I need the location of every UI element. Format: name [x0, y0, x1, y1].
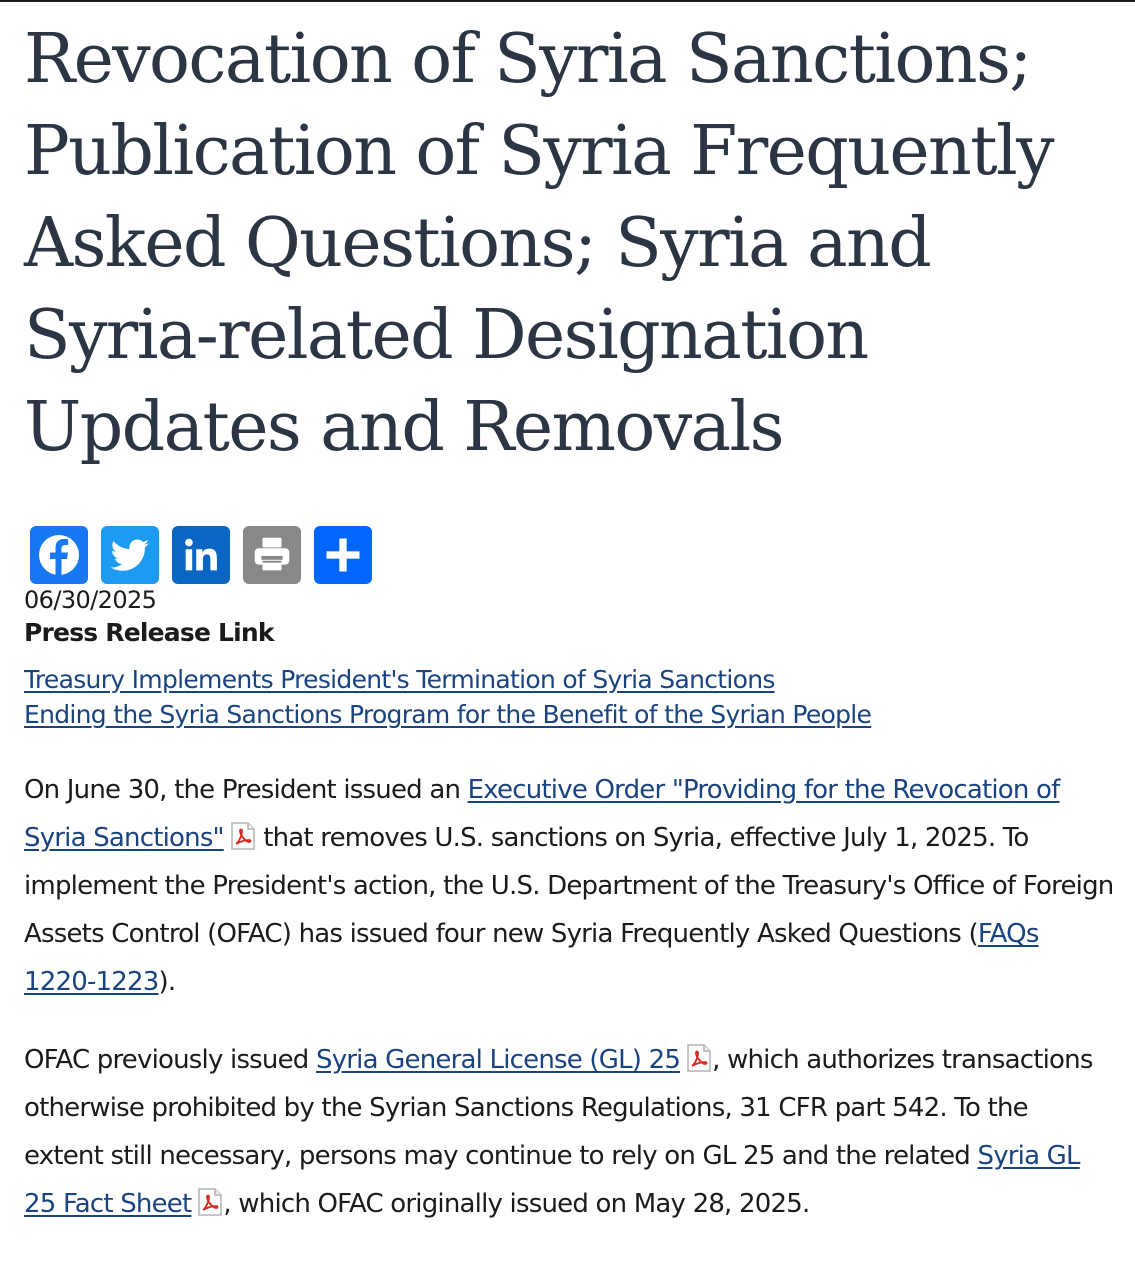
general-license-25-link[interactable]: Syria General License (GL) 25 — [315, 1045, 681, 1075]
gl25-fact-sheet-link[interactable]: Syria GL 25 Fact Sheet — [24, 1141, 1080, 1219]
more-share-button[interactable] — [314, 526, 372, 584]
paragraph-text: ). — [158, 967, 176, 997]
page-content — [24, 2, 1114, 1219]
paragraph-general-license — [24, 1036, 1114, 1228]
facebook-icon — [35, 531, 83, 579]
press-release-link-1[interactable]: Treasury Implements President's Termination of Syria Sanctions — [24, 665, 775, 694]
pdf-icon — [686, 1044, 712, 1072]
paragraph-text: that removes U.S. sanctions on Syria, effective July 1, 2025. To implement the President's action, the U.S. Department of the Treasury's Office of Foreign Assets Control (OFAC) has issued four new Syria Frequently Asked Questions ( — [24, 823, 1114, 949]
linkedin-icon — [178, 532, 224, 578]
pdf-icon — [197, 1188, 223, 1216]
press-release-link-2[interactable]: Ending the Syria Sanctions Program for the Benefit of the Syrian People — [24, 700, 872, 729]
share-icon — [321, 533, 365, 577]
paragraph-text: OFAC previously issued — [24, 1045, 316, 1075]
paragraph-text: , which OFAC originally issued on May 28, 2025. — [223, 1189, 810, 1219]
linkedin-share-button[interactable] — [172, 526, 230, 584]
page-title: Revocation of Syria Sanctions; Publication of Syria Frequently Asked Questions; Syria and Syria-related Designation Updates and Removals — [24, 20, 1053, 467]
faqs-link[interactable]: FAQs 1220-1223 — [24, 919, 1039, 997]
twitter-share-button[interactable] — [101, 526, 159, 584]
paragraph-text: , which authorizes transactions otherwise prohibited by the Syrian Sanctions Regulations, 31 CFR part 542. To the extent still necessary, persons may continue to rely on GL 25 and the related — [24, 1045, 1093, 1171]
print-button[interactable] — [243, 526, 301, 584]
press-release-links — [24, 662, 871, 732]
twitter-icon — [107, 532, 153, 578]
pdf-icon — [230, 822, 256, 850]
facebook-share-button[interactable] — [30, 526, 88, 584]
print-icon — [249, 532, 295, 578]
press-release-heading: Press Release Link — [24, 618, 274, 647]
publish-date: 06/30/2025 — [24, 586, 157, 614]
paragraph-text: On June 30, the President issued an — [24, 775, 468, 805]
share-toolbar — [30, 526, 372, 584]
paragraph-executive-order — [24, 766, 1114, 1006]
executive-order-link[interactable]: Executive Order "Providing for the Revocation of Syria Sanctions" — [24, 775, 1060, 853]
